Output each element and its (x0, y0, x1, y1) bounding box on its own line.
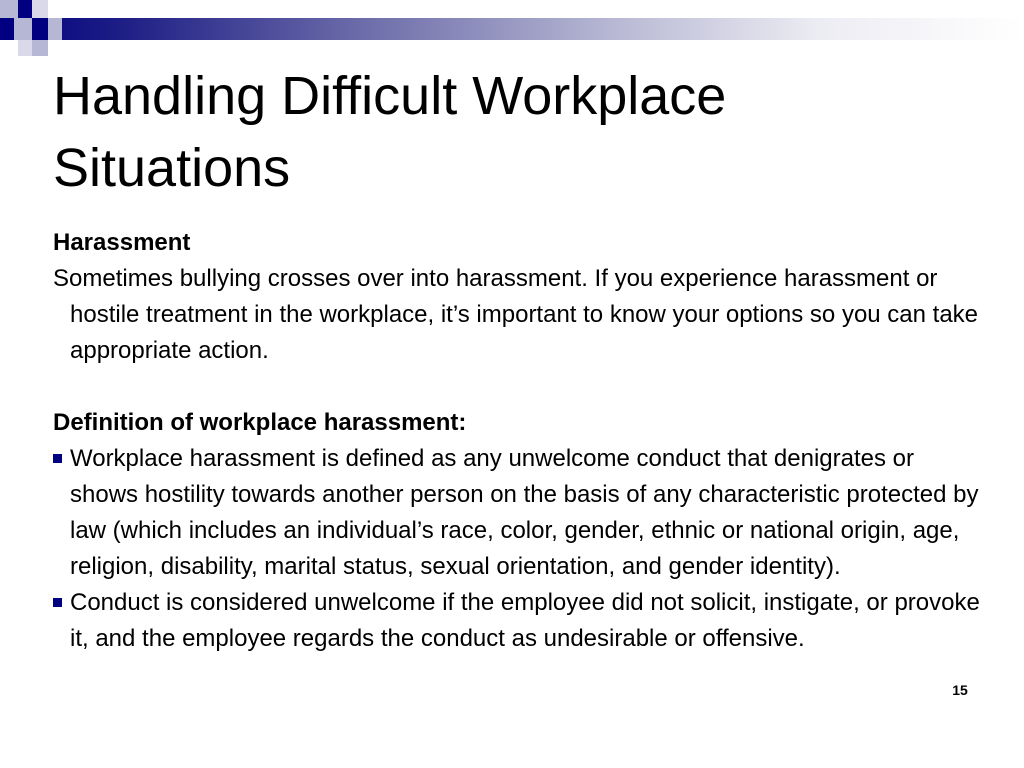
decorative-square (18, 40, 32, 56)
spacer (53, 369, 988, 405)
decorative-square (18, 0, 32, 18)
square-bullet-icon (53, 454, 62, 463)
decorative-square (32, 18, 48, 40)
section-heading-harassment: Harassment (53, 229, 191, 256)
decorative-square (0, 0, 18, 18)
definition-bullet-list (53, 441, 988, 657)
decorative-square (14, 18, 32, 40)
decorative-square (32, 40, 48, 56)
harassment-paragraph: Sometimes bullying crosses over into harassment. If you experience harassment or hostile treatment in the workplace, it’s important to know your options so you can take appropriate action. (53, 265, 979, 364)
page-number: 15 (952, 682, 968, 698)
slide-title: Handling Difficult Workplace Situations (53, 66, 727, 198)
bullet-text: Workplace harassment is defined as any unwelcome conduct that denigrates or shows hostility towards another person on the basis of any characteristic protected by law (which includes an individual’s race, color, gender, ethnic or national origin, age, religion, disability, marital status, sexual orientation, and gender identity). (70, 445, 979, 580)
list-item (53, 441, 988, 585)
slide-body (53, 225, 988, 657)
decorative-square (48, 18, 62, 40)
bullet-text: Conduct is considered unwelcome if the employee did not solicit, instigate, or provoke it, and the employee regards the conduct as undesirable or offensive. (70, 589, 980, 652)
decorative-square (32, 0, 48, 18)
list-item (53, 585, 988, 657)
square-bullet-icon (53, 598, 62, 607)
section-heading-definition: Definition of workplace harassment: (53, 409, 467, 436)
decorative-square (0, 18, 14, 40)
header-gradient-bar (0, 18, 1024, 40)
